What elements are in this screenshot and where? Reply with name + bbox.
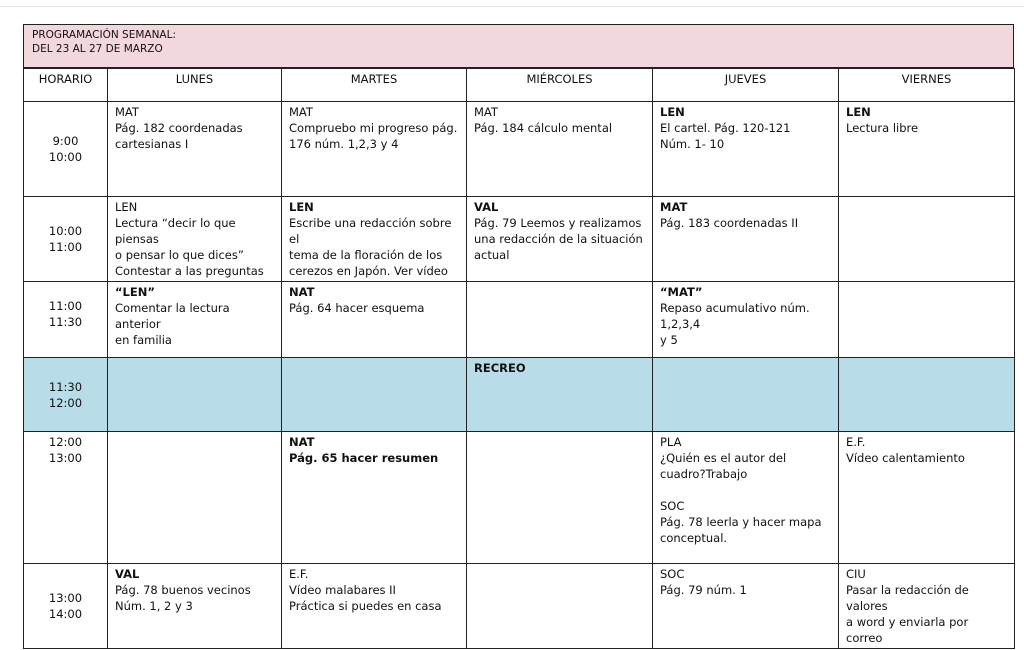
- recess-label: RECREO: [474, 361, 526, 375]
- task-line: Compruebo mi progreso pág.: [289, 121, 458, 135]
- task-line: Pág. 65 hacer resumen: [289, 451, 439, 465]
- schedule-header: [23, 24, 1014, 68]
- task-line: Pág. 78 buenos vecinos: [115, 583, 251, 597]
- task-line: Vídeo calentamiento: [846, 451, 965, 465]
- class-cell: [282, 282, 467, 358]
- task-line: Pág. 182 coordenadas: [115, 121, 243, 135]
- subject-label: CIU: [846, 567, 866, 581]
- spacer: [660, 482, 831, 498]
- task-line: ¿Quién es el autor del: [660, 451, 787, 465]
- class-cell: [282, 432, 467, 564]
- task-line: y 5: [660, 333, 678, 347]
- task-line: en familia: [115, 333, 172, 347]
- time-cell: [24, 358, 108, 432]
- task-line: a word y enviarla por correo: [846, 615, 969, 645]
- class-cell: [467, 102, 653, 197]
- time-cell: [24, 564, 108, 649]
- schedule-document: [23, 24, 1014, 649]
- recess-row: [24, 358, 1015, 432]
- task-line: Núm. 1- 10: [660, 137, 725, 151]
- time-start: 11:30: [48, 379, 83, 394]
- subject-label: LEN: [846, 105, 871, 119]
- time-end: 11:30: [48, 315, 83, 329]
- class-cell: [839, 564, 1015, 649]
- class-cell: [108, 197, 282, 282]
- subject-label: MAT: [289, 105, 313, 119]
- subject-label: NAT: [289, 285, 315, 299]
- task-line: una redacción de la situación: [474, 232, 643, 246]
- col-header-horario: HORARIO: [24, 69, 108, 102]
- class-cell: [839, 102, 1015, 197]
- schedule-row: [24, 102, 1015, 197]
- task-line: Pág. 79 Leemos y realizamos: [474, 216, 642, 230]
- recess-cell: [839, 358, 1015, 432]
- time-cell: [24, 102, 108, 197]
- class-cell: [653, 282, 839, 358]
- time-start: 11:00: [48, 299, 83, 313]
- time-end: 12:00: [48, 395, 83, 410]
- class-cell: [108, 102, 282, 197]
- subject-label: MAT: [115, 105, 139, 119]
- subject-label: LEN: [115, 200, 138, 214]
- time-start: 10:00: [48, 224, 83, 238]
- header-row: [24, 69, 1015, 102]
- subject-label: VAL: [474, 200, 499, 214]
- task-line: Pág. 78 leerla y hacer mapa: [660, 515, 822, 529]
- subject-label: MAT: [474, 105, 498, 119]
- subject-label: E.F.: [846, 435, 866, 449]
- subject-label: “LEN”: [115, 285, 155, 299]
- time-start: 12:00: [48, 435, 83, 449]
- time-cell: [24, 282, 108, 358]
- empty-cell: [467, 282, 653, 358]
- task-line: cerezos en Japón. Ver vídeo: [289, 264, 448, 278]
- task-line: Escribe una redacción sobre el: [289, 216, 452, 246]
- schedule-row: [24, 282, 1015, 358]
- task-line: 176 núm. 1,2,3 y 4: [289, 137, 399, 151]
- recess-cell: [467, 358, 653, 432]
- schedule-row: [24, 197, 1015, 282]
- subject-label: SOC: [660, 567, 685, 581]
- class-cell: [653, 432, 839, 564]
- time-start: 13:00: [48, 591, 83, 605]
- task-line: Pág. 184 cálculo mental: [474, 121, 613, 135]
- subject-label: E.F.: [289, 567, 309, 581]
- task-line: Núm. 1, 2 y 3: [115, 599, 193, 613]
- subject-label: SOC: [660, 499, 685, 513]
- task-line: El cartel. Pág. 120-121: [660, 121, 791, 135]
- task-line: Lectura libre: [846, 121, 919, 135]
- task-line: Comentar la lectura anterior: [115, 301, 230, 331]
- task-line: cartesianas I: [115, 137, 189, 151]
- task-line: Pág. 64 hacer esquema: [289, 301, 425, 315]
- class-cell: [282, 102, 467, 197]
- empty-cell: [839, 197, 1015, 282]
- col-header-jueves: JUEVES: [653, 69, 839, 102]
- top-divider: [0, 6, 1024, 7]
- task-line: Vídeo malabares II: [289, 583, 396, 597]
- task-line: actual: [474, 248, 510, 262]
- time-end: 11:00: [48, 240, 83, 254]
- recess-cell: [108, 358, 282, 432]
- task-line: cuadro?Trabajo: [660, 467, 748, 481]
- task-line: Práctica si puedes en casa: [289, 599, 442, 613]
- class-cell: [653, 564, 839, 649]
- header-dates: DEL 23 AL 27 DE MARZO: [32, 43, 163, 55]
- subject-label: “MAT”: [660, 285, 703, 299]
- class-cell: [108, 564, 282, 649]
- schedule-row: [24, 432, 1015, 564]
- class-cell: [653, 102, 839, 197]
- subject-label: VAL: [115, 567, 140, 581]
- class-cell: [282, 564, 467, 649]
- class-cell: [467, 197, 653, 282]
- empty-cell: [467, 432, 653, 564]
- time-end: 13:00: [48, 451, 83, 465]
- col-header-viernes: VIERNES: [839, 69, 1015, 102]
- empty-cell: [108, 432, 282, 564]
- task-line: tema de la floración de los: [289, 248, 443, 262]
- time-end: 14:00: [48, 607, 83, 621]
- task-line: Repaso acumulativo núm. 1,2,3,4: [660, 301, 810, 331]
- subject-label: MAT: [660, 200, 688, 214]
- empty-cell: [839, 282, 1015, 358]
- class-cell: [653, 197, 839, 282]
- col-header-miercoles: MIÉRCOLES: [467, 69, 653, 102]
- schedule-row: [24, 564, 1015, 649]
- task-line: Pág. 183 coordenadas II: [660, 216, 799, 230]
- class-cell: [839, 432, 1015, 564]
- task-line: Pasar la redacción de valores: [846, 583, 969, 613]
- schedule-table: [23, 68, 1015, 649]
- col-header-martes: MARTES: [282, 69, 467, 102]
- subject-label: NAT: [289, 435, 315, 449]
- task-line: Pág. 79 núm. 1: [660, 583, 747, 597]
- time-cell: [24, 432, 108, 564]
- task-line: Contestar a las preguntas: [115, 264, 264, 278]
- subject-label: LEN: [660, 105, 685, 119]
- recess-cell: [653, 358, 839, 432]
- col-header-lunes: LUNES: [108, 69, 282, 102]
- class-cell: [282, 197, 467, 282]
- time-cell: [24, 197, 108, 282]
- time-start: 9:00: [52, 134, 79, 148]
- subject-label: PLA: [660, 435, 682, 449]
- task-line: Lectura “decir lo que piensas: [115, 216, 236, 246]
- task-line: conceptual.: [660, 531, 728, 545]
- recess-cell: [282, 358, 467, 432]
- class-cell: [108, 282, 282, 358]
- subject-label: LEN: [289, 200, 314, 214]
- header-title: PROGRAMACIÓN SEMANAL:: [32, 29, 176, 41]
- time-end: 10:00: [48, 150, 83, 164]
- empty-cell: [467, 564, 653, 649]
- task-line: o pensar lo que dices”: [115, 248, 244, 262]
